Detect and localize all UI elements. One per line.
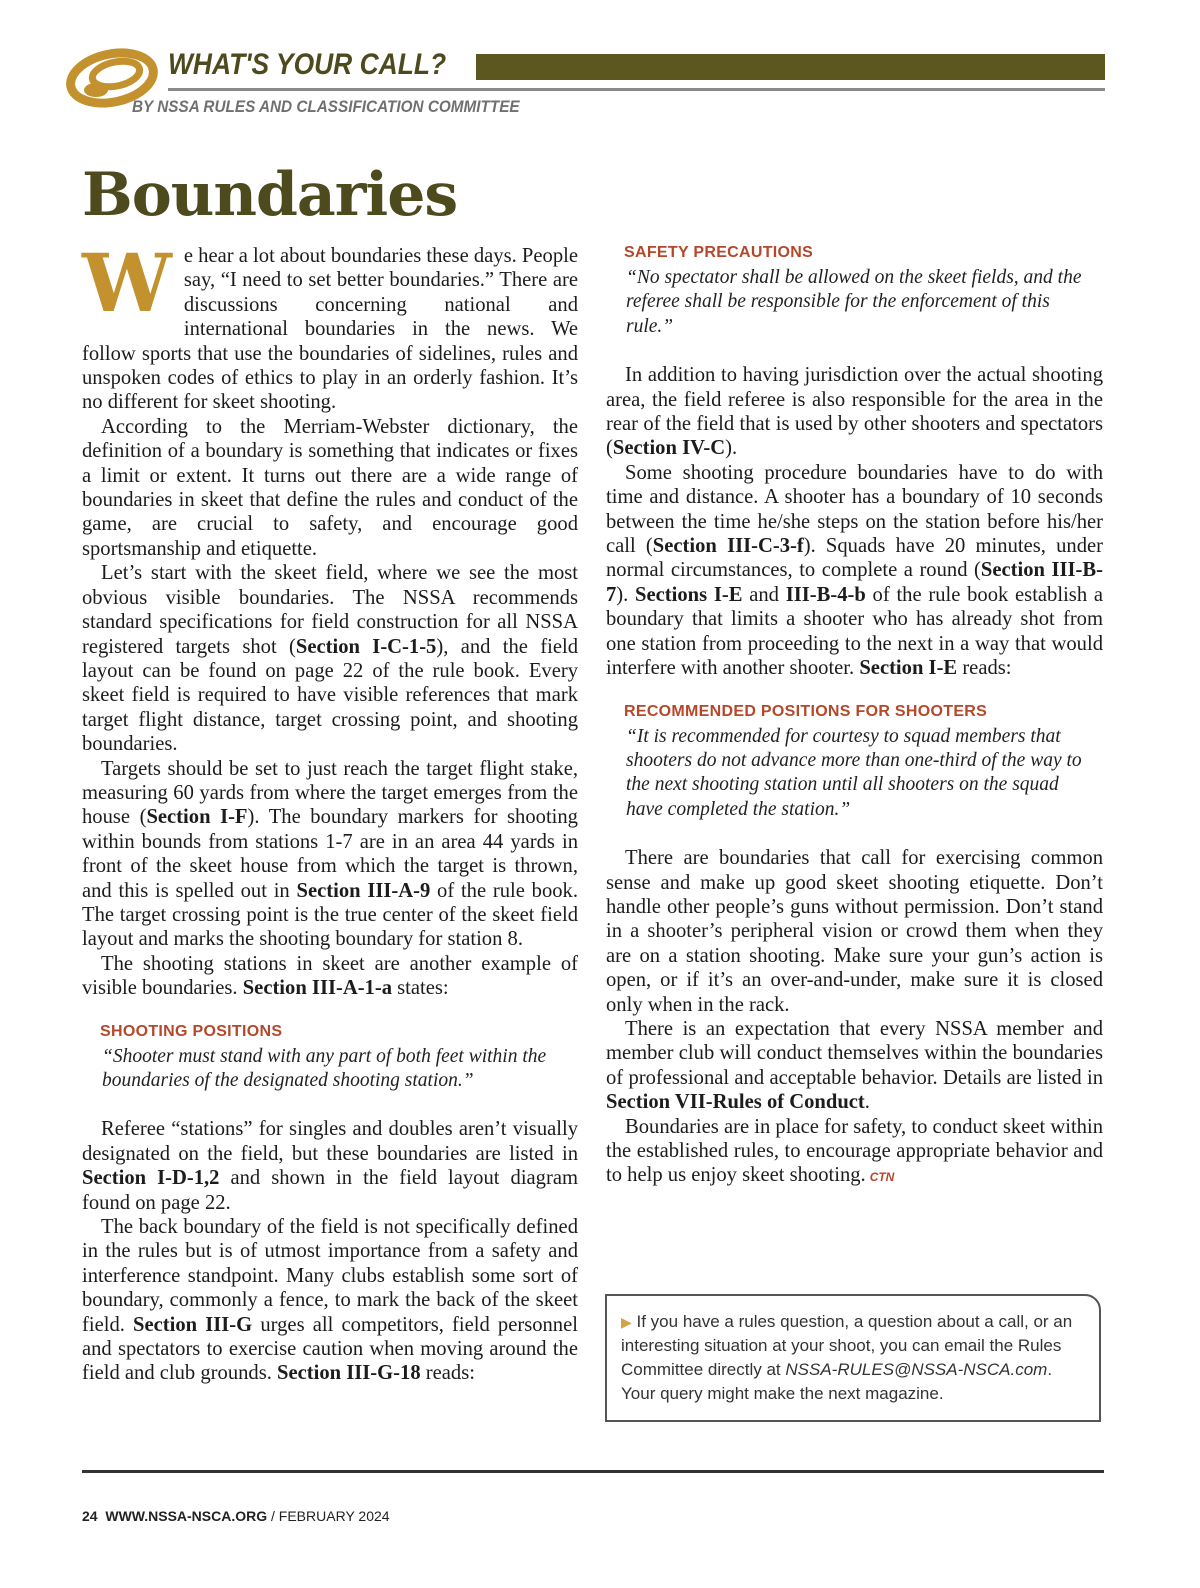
article-column-left [82,236,579,1386]
article-title: Boundaries [82,160,458,230]
paragraph: Some shooting procedure boundaries have to do with time and distance. A shooter has a boundary of 10 seconds between the time he/she steps on the station before his/her call (Section III-C-3-f). Squads have 20 minutes, under normal circumstances, to complete a round (Section III-B-7). Sections I-E and III-B-4-b of the rule book establish a boundary that limits a shooter who has already shot from one station from proceeding to the next in a way that would interfere with another shooter. Section I-E reads: [606,461,1103,680]
rule-reference: Section IV-C [612,437,726,460]
drop-cap: W [82,236,172,330]
section-kicker: WHAT'S YOUR CALL? [168,48,447,81]
paragraph: The shooting stations in skeet are another example of visible boundaries. Section III-A-1-a states: [82,952,578,1000]
safety-precautions-heading: SAFETY PRECAUTIONS [624,244,814,261]
header-accent-bar [476,54,1105,80]
rule-reference: Section III-A-1-a [242,977,393,1000]
rule-reference: Section III-C-3-f [652,535,804,558]
rule-reference: Section I-F [146,806,248,829]
rule-reference: Section III-A-9 [296,879,431,902]
rule-reference: Section I-E [859,657,958,680]
rule-reference: Section I-C-1-5 [295,635,437,658]
paragraph: The back boundary of the field is not specifically defined in the rules but is of utmost importance from a safety and interference standpoint. Many clubs establish some sort of boundary, commonly a fence, to mark the back of the skeet field. Section III-G urges all competitors, field personnel and spectators to exercise caution when moving around the field and club grounds. Section III-G-18 reads: [82,1216,578,1385]
paragraph: Boundaries are in place for safety, to conduct skeet within the established rules, to encourage appropriate behavior and to help us enjoy skeet shooting. CTN [606,1115,1103,1187]
paragraph: In addition to having jurisdiction over the actual shooting area, the field referee is also responsible for the area in the rear of the field that is used by other shooters and spectators (Section IV-C). [606,364,1103,460]
rule-reference: Sections I-E [635,583,743,606]
issue-date: FEBRUARY 2024 [278,1508,390,1524]
rules-email-link[interactable]: NSSA-RULES@NSSA-NSCA.com [785,1360,1048,1379]
rule-reference: Section III-G-18 [277,1362,421,1385]
rule-reference: Section III-B-7 [606,559,1103,606]
rules-contact-box: ▶ If you have a rules question, a question about a call, or an interesting situation at your shoot, you can email the Rules Committee directly at NSSA-RULES@NSSA-NSCA.com. Your query might make the next magazine. [605,1294,1101,1422]
page-footer: 24 WWW.NSSA-NSCA.ORG / FEBRUARY 2024 [82,1508,390,1524]
shooting-positions-heading: SHOOTING POSITIONS [100,1022,283,1040]
paragraph: According to the Merriam-Webster dictionary, the definition of a boundary is something that indicates or fixes a limit or extent. It turns out there are a wide range of boundaries in skeet that define the rules and conduct of the game, are crucial to safety, and encourage good sportsmanship and etiquette. [82,415,578,560]
safety-precautions-quote: “No spectator shall be allowed on the skeet fields, and the referee shall be responsible for the enforcement of this rule.” [626,267,1082,337]
shooting-positions-quote: “Shooter must stand with any part of both feet within the boundaries of the designated shooting station.” [102,1045,547,1091]
byline: BY NSSA RULES AND CLASSIFICATION COMMITTEE [132,97,520,116]
website-link[interactable]: WWW.NSSA-NSCA.ORG [105,1508,268,1524]
rule-reference: Section III-G [133,1313,253,1336]
paragraph: We hear a lot about boundaries these days. People say, “I need to set better boundaries.” There are discussions concerning national and international boundaries in the news. We follow sports that use the boundaries of sidelines, rules and unspoken codes of ethics to play in an orderly fashion. It’s no different for skeet shooting. [82,236,578,414]
rule-reference: III-B-4-b [785,583,866,606]
paragraph: There are boundaries that call for exercising common sense and make up good skeet shooting etiquette. Don’t handle other people’s guns without permission. Don’t stand in a shooter’s peripheral vision or crowd them when they are on a station shooting. Make sure your gun’s action is open, or if it’s an over-and-under, make sure it is closed only when in the rack. [606,847,1103,1016]
paragraph: Referee “stations” for singles and doubles aren’t visually designated on the field, but these boundaries are listed in Section I-D-1,2 and shown in the field layout diagram found on page 22. [82,1118,578,1214]
rule-reference: Section VII-Rules of Conduct [606,1091,865,1114]
end-mark: CTN [869,1170,895,1185]
paragraph: There is an expectation that every NSSA member and member club will conduct themselves within the boundaries of professional and acceptable behavior. Details are listed in Section VII-Rules of Conduct. [606,1017,1103,1114]
footer-divider [82,1470,1104,1473]
header-divider [168,88,1105,91]
paragraph: Let’s start with the skeet field, where we see the most obvious visible boundaries. The NSSA recommends standard specifications for field construction for all NSSA registered targets shot (Section I-C-1-5), and the field layout can be found on page 22 of the rule book. Every skeet field is required to have visible references that mark target flight distance, target crossing point, and shooting boundaries. [82,562,578,756]
recommended-positions-heading: RECOMMENDED POSITIONS FOR SHOOTERS [624,702,988,720]
paragraph: Targets should be set to just reach the target flight stake, measuring 60 yards from where the target emerges from the house (Section I-F). The boundary markers for shooting within bounds from stations 1-7 are in an area 44 yards in front of the skeet house from which the target is thrown, and this is spelled out in Section III-A-9 of the rule book. The target crossing point is the true center of the skeet field layout and marks the shooting boundary for station 8. [82,757,579,951]
rule-reference: Section I-D-1,2 [82,1167,220,1190]
page-number: 24 [82,1508,98,1524]
triangle-right-icon: ▶ [621,1314,632,1330]
article-column-right [606,244,1103,1190]
recommended-positions-quote: “It is recommended for courtesy to squad members that shooters do not advance more than one-third of the way to the next shooting station until all shooters on the squad have completed the station.” [626,725,1082,820]
